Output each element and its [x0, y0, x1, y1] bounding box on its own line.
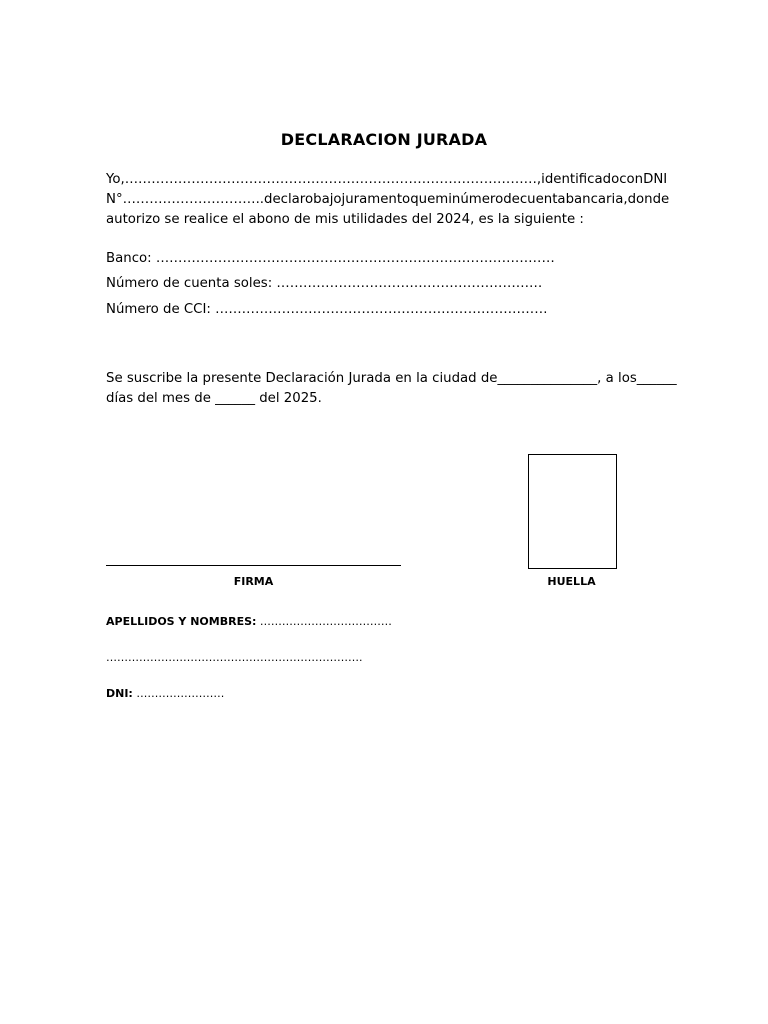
intro-word: declaro [264, 192, 314, 207]
subscription-blanks: _______________, a los______ [497, 371, 677, 386]
intro-word: de [503, 192, 520, 207]
intro-word: que [410, 192, 436, 207]
dni-dots: …………………… [132, 687, 225, 700]
intro-word: bajo [313, 192, 342, 207]
subscription-text: Se suscribe la presente Declaración Jurada en la ciudad de [106, 371, 498, 386]
intro-word: N°………………………….. [106, 192, 265, 207]
fingerprint-box [528, 454, 617, 569]
intro-line-1 [106, 170, 668, 190]
names-label: APELLIDOS Y NOMBRES: [106, 615, 257, 628]
names-dots: ……………………………… [256, 615, 392, 628]
intro-word: número [451, 192, 504, 207]
intro-word: cuenta [519, 192, 566, 207]
intro-word: DNI [643, 172, 668, 187]
intro-line-3: autorizo se realice el abono de mis utilidades del 2024, es la siguiente : [106, 212, 584, 227]
dni-label: DNI: [106, 687, 133, 700]
intro-word: Yo,…………………………………………………………………………………, [106, 172, 542, 187]
dni-field [106, 684, 224, 704]
intro-line-2 [106, 190, 670, 210]
subscription-line-1 [106, 369, 677, 389]
intro-word: identificado [541, 172, 620, 187]
names-dots-line-2: ……………………………………………………………. [106, 651, 363, 664]
intro-word: juramento [341, 192, 411, 207]
document-title: DECLARACION JURADA [280, 130, 488, 149]
cci-field: Número de CCI: ………………………………………………………………… [106, 302, 548, 317]
huella-label: HUELLA [547, 575, 596, 588]
subscription-line-2: días del mes de ______ del 2025. [106, 391, 322, 406]
intro-word: donde [627, 192, 670, 207]
names-field [106, 612, 392, 632]
banco-field: Banco: ……………………………………………………………………………… [106, 251, 555, 266]
intro-paragraph [106, 170, 670, 230]
signature-line [106, 565, 401, 566]
intro-word: mi [435, 192, 452, 207]
intro-word: con [619, 172, 644, 187]
cuenta-soles-field: Número de cuenta soles: …………………………………………………… [106, 276, 543, 291]
intro-word: bancaria, [565, 192, 628, 207]
firma-label: FIRMA [233, 575, 274, 588]
subscription-paragraph [106, 369, 677, 409]
